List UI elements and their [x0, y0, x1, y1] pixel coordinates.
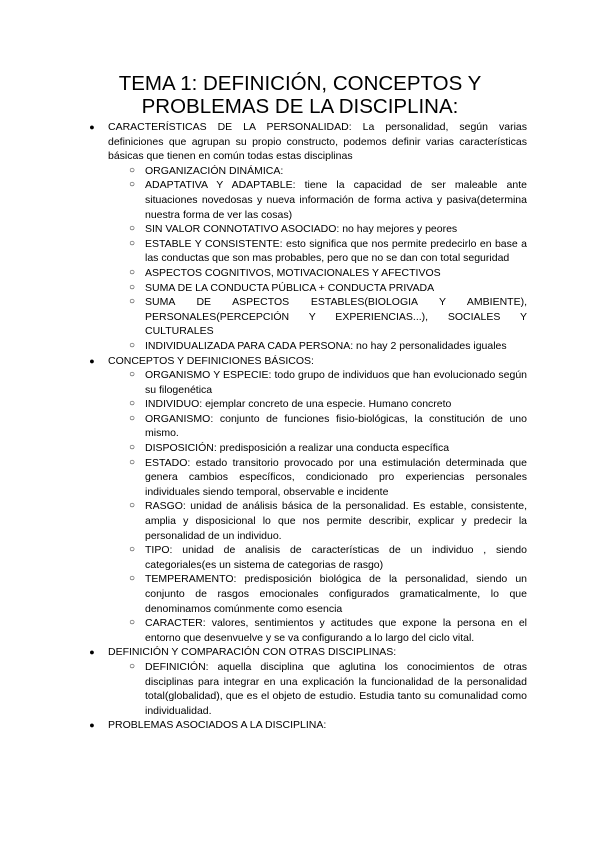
list-item [0, 281, 600, 296]
item-text: ORGANISMO Y ESPECIE: todo grupo de individuos que han evolucionado según su filogenética [145, 369, 527, 396]
section-heading [0, 354, 600, 369]
hollow-bullet-icon: ○ [128, 179, 136, 191]
item-text: SIN VALOR CONNOTATIVO ASOCIADO: no hay mejores y peores [145, 223, 458, 236]
list-item [0, 456, 600, 500]
page-title: TEMA 1: DEFINICIÓN, CONCEPTOS Y PROBLEMAS DE LA DISCIPLINA: [118, 72, 482, 118]
list-item [0, 178, 600, 222]
hollow-bullet-icon: ○ [128, 660, 136, 672]
hollow-bullet-icon: ○ [128, 339, 136, 351]
list-item [0, 222, 600, 237]
item-text: PROBLEMAS ASOCIADOS A LA DISCIPLINA: [108, 719, 327, 732]
section-heading [0, 718, 600, 733]
list-item [0, 339, 600, 354]
item-text: INDIVIDUO: ejemplar concreto de una especie. Humano concreto [145, 398, 452, 411]
section-heading [0, 645, 600, 660]
hollow-bullet-icon: ○ [128, 573, 136, 585]
list-item [0, 266, 600, 281]
item-text: CARACTERÍSTICAS DE LA PERSONALIDAD: La personalidad, según varias definiciones que agrupan su propio constructo, podemos definir varias características básicas que tienen en común todas estas disciplinas [108, 121, 527, 163]
item-text: TEMPERAMENTO: predisposición biológica de la personalidad, siendo un conjunto de rasgos emocionales configurados gramaticalmente, lo que denominamos comúnmente como esencia [145, 573, 527, 615]
list-item [0, 499, 600, 543]
hollow-bullet-icon: ○ [128, 281, 136, 293]
item-text: ASPECTOS COGNITIVOS, MOTIVACIONALES Y AFECTIVOS [145, 266, 441, 279]
hollow-bullet-icon: ○ [128, 398, 136, 410]
list-item [0, 543, 600, 572]
item-text: INDIVIDUALIZADA PARA CADA PERSONA: no hay 2 personalidades iguales [145, 339, 507, 352]
item-text: ORGANIZACIÓN DINÁMICA: [145, 164, 284, 177]
list-item [0, 616, 600, 645]
section-heading [0, 120, 600, 164]
list-item [0, 368, 600, 397]
hollow-bullet-icon: ○ [128, 544, 136, 556]
item-text: ESTADO: estado transitorio provocado por una estimulación determinada que genera cambios específicos, condicionado pro experiencias personales individuales siendo temporal, observable e incidente [145, 456, 527, 498]
item-text: ESTABLE Y CONSISTENTE: esto significa que nos permite predecirlo en base a las conductas que son mas probables, pero que no se dan con total seguridad [145, 237, 527, 265]
item-text: ADAPTATIVA Y ADAPTABLE: tiene la capacidad de ser maleable ante situaciones novedosas y nueva información de forma activa y pasiva(determina nuestra forma de ver las cosas) [145, 179, 527, 221]
list-item [0, 441, 600, 456]
item-text: SUMA DE LA CONDUCTA PÚBLICA + CONDUCTA PRIVADA [145, 281, 435, 294]
item-text: CARACTER: valores, sentimientos y actitudes que expone la persona en el entorno que desenvuelve y se va configurando a lo largo del ciclo vital. [145, 617, 527, 644]
hollow-bullet-icon: ○ [128, 237, 136, 249]
hollow-bullet-icon: ○ [128, 164, 136, 176]
item-text: CONCEPTOS Y DEFINICIONES BÁSICOS: [108, 354, 314, 367]
outline-list [0, 120, 600, 733]
list-item [0, 572, 600, 616]
filled-bullet-icon: ● [89, 355, 95, 366]
item-text: DEFINICIÓN: aquella disciplina que aglutina los conocimientos de otras disciplinas para integrar en una explicación la funcionalidad de la personalidad total(globalidad), que es el objeto de estudio. Estudia tanto su comunalidad como individualidad. [145, 660, 527, 717]
list-item [0, 295, 600, 339]
item-text: DISPOSICIÓN: predisposición a realizar una conducta específica [145, 442, 450, 455]
item-text: SUMA DE ASPECTOS ESTABLES(BIOLOGIA Y AMBIENTE), PERSONALES(PERCEPCIÓN Y EXPERIENCIAS...), SOCIALES Y CULTURALES [145, 296, 527, 338]
hollow-bullet-icon: ○ [128, 442, 136, 454]
list-item [0, 412, 600, 441]
hollow-bullet-icon: ○ [128, 223, 136, 235]
item-text: RASGO: unidad de análisis básica de la personalidad. Es estable, consistente, amplia y disposicional lo que nos permite describir, explicar y predecir la personalidad de un individuo. [145, 500, 527, 542]
list-item [0, 164, 600, 179]
hollow-bullet-icon: ○ [128, 617, 136, 629]
hollow-bullet-icon: ○ [128, 412, 136, 424]
hollow-bullet-icon: ○ [128, 266, 136, 278]
item-text: TIPO: unidad de analisis de características de un individuo , siendo categoriales(es un sistema de categorias de rasgo) [145, 544, 527, 571]
list-item [0, 237, 600, 266]
hollow-bullet-icon: ○ [128, 500, 136, 512]
hollow-bullet-icon: ○ [128, 296, 136, 308]
item-text: DEFINICIÓN Y COMPARACIÓN CON OTRAS DISCIPLINAS: [108, 646, 397, 659]
filled-bullet-icon: ● [89, 122, 95, 132]
list-item [0, 397, 600, 412]
filled-bullet-icon: ● [89, 647, 95, 658]
item-text: ORGANISMO: conjunto de funciones fisio-biológicas, la constitución de uno mismo. [145, 412, 527, 440]
hollow-bullet-icon: ○ [128, 369, 136, 381]
list-item [0, 660, 600, 718]
hollow-bullet-icon: ○ [128, 456, 136, 468]
filled-bullet-icon: ● [89, 720, 95, 731]
